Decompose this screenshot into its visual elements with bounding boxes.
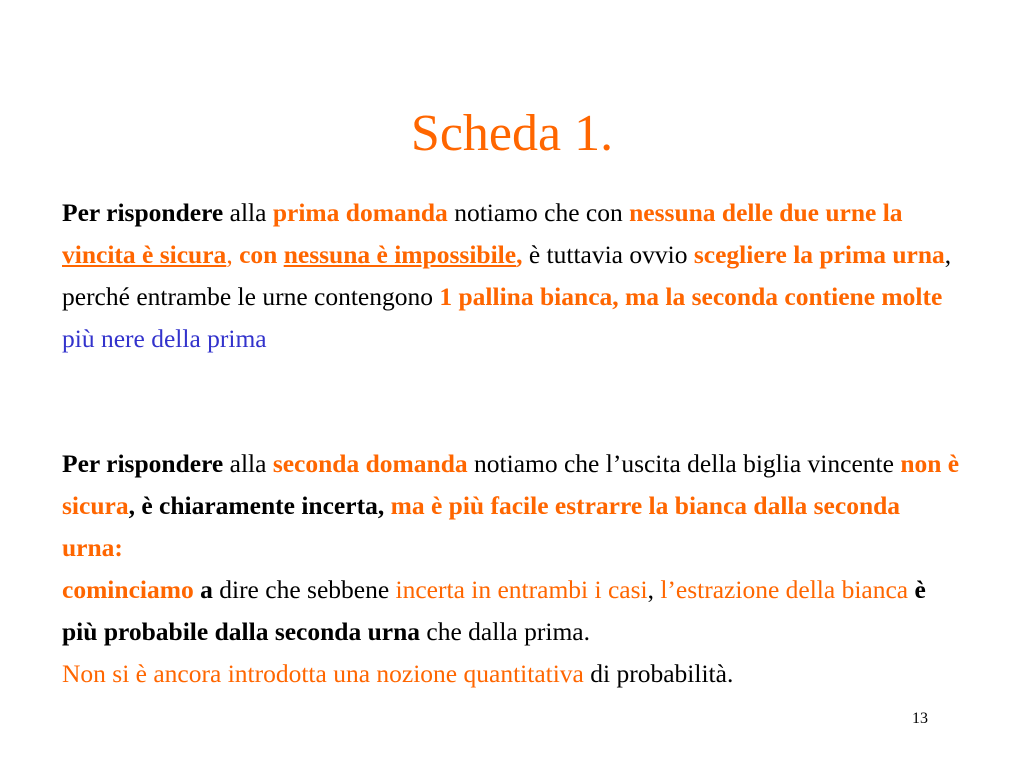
text-run: incerta in entrambi i casi bbox=[395, 575, 648, 604]
text-run: più nere della prima bbox=[62, 324, 267, 353]
slide-number: 13 bbox=[912, 710, 928, 727]
text-run: notiamo che l’uscita della biglia vincente bbox=[467, 449, 901, 478]
text-run: Per rispondere bbox=[62, 198, 224, 227]
text-run: l’estrazione della bianca bbox=[660, 575, 909, 604]
text-run: Per rispondere bbox=[62, 449, 224, 478]
text-run: seconda domanda bbox=[272, 449, 468, 478]
text-run: 1 pallina bianca, ma la seconda contiene molte bbox=[439, 282, 943, 311]
text-run: è tuttavia ovvio bbox=[522, 240, 694, 269]
text-run: , è chiaramente incerta, bbox=[128, 491, 385, 520]
text-run: ma è più facile estrarre la bianca dalla seconda urna: bbox=[62, 491, 901, 562]
text-run: di probabilità. bbox=[583, 659, 734, 688]
text-run: prima domanda bbox=[272, 198, 448, 227]
text-run: che dalla prima. bbox=[420, 617, 590, 646]
text-run: notiamo che con bbox=[447, 198, 630, 227]
text-run: a bbox=[193, 575, 213, 604]
text-run: dire che sebbene bbox=[212, 575, 396, 604]
text-run: , bbox=[226, 240, 240, 269]
text-run: alla bbox=[223, 449, 273, 478]
text-run: scegliere la prima urna bbox=[693, 240, 945, 269]
text-run: con bbox=[239, 240, 284, 269]
text-run: vincita è sicura bbox=[62, 240, 227, 269]
text-run: è più probabile dalla seconda urna bbox=[62, 575, 926, 646]
text-run: , bbox=[647, 575, 661, 604]
text-run: alla bbox=[223, 198, 273, 227]
text-run: nessuna è impossibile bbox=[283, 240, 517, 269]
text-run: , perché entrambe le urne contengono bbox=[62, 240, 952, 311]
paragraph-first-question bbox=[62, 192, 962, 360]
text-run: Non si è ancora introdotta una nozione quantitativa bbox=[62, 659, 584, 688]
text-run: , bbox=[516, 240, 523, 269]
text-run: non è sicura bbox=[62, 449, 960, 520]
paragraph-second-question bbox=[62, 443, 962, 695]
text-run: cominciamo bbox=[62, 575, 194, 604]
slide-title: Scheda 1. bbox=[410, 105, 614, 162]
text-run: nessuna delle due urne la bbox=[629, 198, 903, 227]
